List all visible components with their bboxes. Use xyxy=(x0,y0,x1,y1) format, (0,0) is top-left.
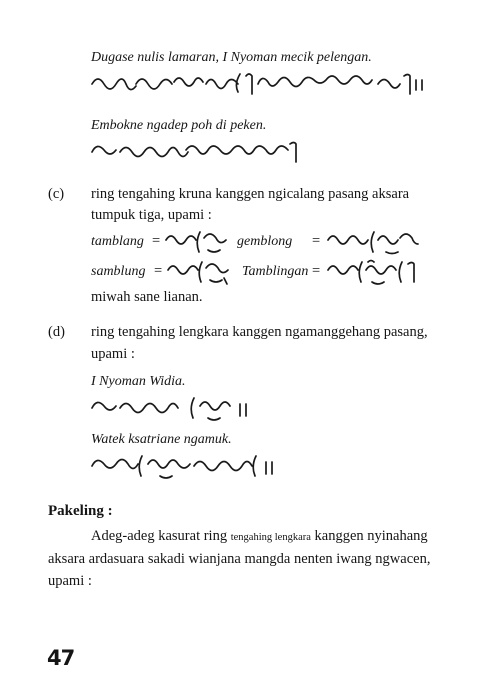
pakeling-line-1 xyxy=(91,528,428,545)
word-tamblang-balinese-script xyxy=(164,228,228,258)
example-2-latin: Embokne ngadep poh di peken. xyxy=(91,118,267,133)
word-tamblingan: Tamblingan xyxy=(242,264,309,279)
word-tamblang: tamblang xyxy=(91,234,144,249)
item-d-line-2: upami : xyxy=(91,346,135,362)
pakeling-line-1-small: tengahing lengkara xyxy=(230,532,311,543)
word-samblung-balinese-script xyxy=(166,258,232,288)
example-2-balinese-script xyxy=(90,138,310,166)
item-d-example-1-balinese-script xyxy=(90,394,260,424)
word-gemblong-balinese-script xyxy=(326,228,422,258)
pakeling-line-1-end: kanggen nyinahang xyxy=(314,528,428,544)
item-d-example-1-latin: I Nyoman Widia. xyxy=(91,374,186,389)
word-samblung: samblung xyxy=(91,264,146,279)
example-1-latin: Dugase nulis lamaran, I Nyoman mecik pelengan. xyxy=(91,50,372,65)
pakeling-line-1-start: Adeg-adeg kasurat ring xyxy=(91,528,228,544)
item-d-example-2-latin: Watek ksatriane ngamuk. xyxy=(91,432,232,447)
equals-sign: = xyxy=(312,233,321,249)
item-d-line-1: ring tengahing lengkara kanggen ngamanggehang pasang, xyxy=(91,324,428,340)
pakeling-heading: Pakeling : xyxy=(48,503,113,519)
item-c-line-1: ring tengahing kruna kanggen ngicalang pasang aksara xyxy=(91,186,410,202)
equals-sign: = xyxy=(154,263,163,279)
item-d-label: (d) xyxy=(48,324,65,340)
item-c-line-2: tumpuk tiga, upami : xyxy=(91,207,212,223)
item-d-example-2-balinese-script xyxy=(90,452,290,484)
pakeling-line-3: upami : xyxy=(48,573,92,589)
example-1-balinese-script xyxy=(90,70,430,98)
page-number: 47 xyxy=(47,646,75,670)
item-c-closing: miwah sane lianan. xyxy=(91,289,203,305)
pakeling-line-2: aksara ardasuara sakadi wianjana mangda nenten iwang ngwacen, xyxy=(48,551,431,567)
item-c-label: (c) xyxy=(48,186,65,202)
equals-sign: = xyxy=(312,263,321,279)
word-gemblong: gemblong xyxy=(237,234,293,249)
equals-sign: = xyxy=(152,233,161,249)
word-tamblingan-balinese-script xyxy=(326,258,426,288)
